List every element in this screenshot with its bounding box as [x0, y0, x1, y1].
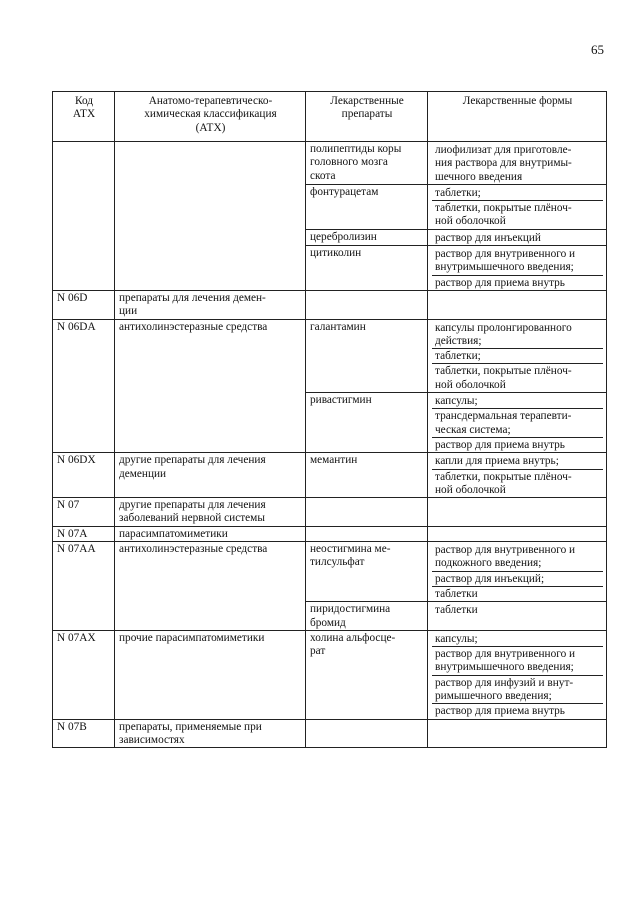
- drug-name-cell: мемантин: [306, 453, 428, 498]
- table-row: [53, 719, 607, 748]
- dosage-form-item: раствор для приема внутрь: [432, 275, 603, 290]
- drug-name-cell: неостигмина ме- тилсульфат: [306, 542, 428, 602]
- classification-cell: антихолинэстеразные средства: [115, 319, 306, 453]
- dosage-forms-cell: [428, 542, 607, 602]
- dosage-forms-cell: [428, 526, 607, 541]
- dosage-forms-list: [432, 394, 603, 452]
- dosage-forms-list: [432, 454, 603, 497]
- header-drugs: Лекарственные препараты: [306, 92, 428, 142]
- dosage-forms-cell: [428, 453, 607, 498]
- atc-code-cell: N 07B: [53, 719, 115, 748]
- classification-cell: прочие парасимпатомиметики: [115, 630, 306, 719]
- classification-cell: препараты для лечения демен- ции: [115, 290, 306, 319]
- dosage-form-item: капсулы;: [435, 395, 478, 408]
- drug-name-cell: цитиколин: [306, 246, 428, 291]
- drug-name-cell: [306, 526, 428, 541]
- drug-name-cell: церебролизин: [306, 229, 428, 245]
- dosage-forms-cell: [428, 498, 607, 527]
- page-number: 65: [591, 42, 604, 57]
- dosage-form-item: раствор для внутривенного и внутримышечного введения;: [432, 646, 603, 675]
- dosage-form-item: раствор для приема внутрь: [432, 703, 603, 718]
- header-classification: Анатомо-терапевтическо- химическая классификация (АТХ): [115, 92, 306, 142]
- dosage-forms-cell: [428, 602, 607, 631]
- table-row: [53, 319, 607, 392]
- table-row: [53, 630, 607, 719]
- dosage-form-item: капсулы пролонгированного действия;: [435, 321, 572, 347]
- dosage-form-item: раствор для приема внутрь: [432, 437, 603, 452]
- dosage-form-item: лиофилизат для приготовле- ния раствора для внутримы- шечного введения: [435, 144, 572, 183]
- dosage-form-item: раствор для внутривенного и подкожного введения;: [435, 544, 576, 570]
- dosage-forms-cell: [428, 630, 607, 719]
- atc-drug-table: [52, 91, 607, 748]
- atc-code-cell: [53, 142, 115, 291]
- dosage-form-item: [432, 499, 603, 500]
- table-row: [53, 526, 607, 541]
- drug-name-cell: галантамин: [306, 319, 428, 392]
- classification-cell: препараты, применяемые при зависимостях: [115, 719, 306, 748]
- table-body: [53, 142, 607, 748]
- dosage-forms-cell: [428, 290, 607, 319]
- dosage-form-item: [432, 528, 603, 529]
- dosage-form-item: капли для приема внутрь;: [435, 455, 559, 468]
- dosage-forms-cell: [428, 719, 607, 748]
- dosage-form-item: [432, 292, 603, 293]
- classification-cell: другие препараты для лечения заболеваний нервной системы: [115, 498, 306, 527]
- dosage-form-item: раствор для инъекций;: [432, 571, 603, 586]
- drug-name-cell: холина альфосце- рат: [306, 630, 428, 719]
- dosage-forms-list: [432, 603, 603, 617]
- atc-code-cell: N 07: [53, 498, 115, 527]
- classification-cell: другие препараты для лечения деменции: [115, 453, 306, 498]
- dosage-form-item: таблетки: [435, 604, 478, 617]
- dosage-forms-cell: [428, 246, 607, 291]
- dosage-form-item: таблетки, покрытые плёноч- ной оболочкой: [432, 200, 603, 229]
- dosage-form-item: таблетки;: [435, 186, 481, 199]
- header-code: Код АТХ: [53, 92, 115, 142]
- dosage-forms-list: [432, 186, 603, 229]
- table-row: [53, 498, 607, 527]
- dosage-forms-list: [432, 247, 603, 290]
- dosage-forms-list: [432, 543, 603, 601]
- dosage-forms-list: [432, 321, 603, 392]
- dosage-forms-list: [432, 632, 603, 719]
- dosage-forms-list: [432, 721, 603, 722]
- table-row: [53, 453, 607, 498]
- atc-code-cell: N 07AX: [53, 630, 115, 719]
- dosage-forms-cell: [428, 229, 607, 245]
- drug-name-cell: [306, 290, 428, 319]
- atc-code-cell: N 06D: [53, 290, 115, 319]
- dosage-form-item: раствор для внутривенного и внутримышечного введения;: [435, 248, 576, 274]
- classification-cell: [115, 142, 306, 291]
- header-forms: Лекарственные формы: [428, 92, 607, 142]
- dosage-forms-cell: [428, 142, 607, 185]
- atc-code-cell: N 07A: [53, 526, 115, 541]
- drug-name-cell: полипептиды коры головного мозга скота: [306, 142, 428, 185]
- dosage-form-item: [432, 721, 603, 722]
- drug-name-cell: фонтурацетам: [306, 184, 428, 229]
- dosage-form-item: таблетки, покрытые плёноч- ной оболочкой: [432, 469, 603, 498]
- drug-name-cell: пиридостигмина бромид: [306, 602, 428, 631]
- atc-code-cell: N 06DA: [53, 319, 115, 453]
- table-row: [53, 290, 607, 319]
- dosage-forms-cell: [428, 319, 607, 392]
- dosage-forms-list: [432, 143, 603, 184]
- dosage-forms-cell: [428, 184, 607, 229]
- table-row: [53, 142, 607, 185]
- dosage-form-item: трансдермальная терапевти- ческая система;: [432, 408, 603, 437]
- table-header-row: [53, 92, 607, 142]
- dosage-form-item: таблетки;: [432, 348, 603, 363]
- dosage-forms-list: [432, 292, 603, 293]
- atc-code-cell: N 06DX: [53, 453, 115, 498]
- dosage-form-item: капсулы;: [435, 632, 478, 645]
- classification-cell: парасимпатомиметики: [115, 526, 306, 541]
- classification-cell: антихолинэстеразные средства: [115, 542, 306, 631]
- dosage-forms-list: [432, 499, 603, 500]
- drug-name-cell: [306, 498, 428, 527]
- table-row: [53, 542, 607, 602]
- dosage-form-item: раствор для инфузий и внут- римышечного введения;: [432, 675, 603, 704]
- dosage-form-item: таблетки, покрытые плёноч- ной оболочкой: [432, 363, 603, 392]
- atc-code-cell: N 07AA: [53, 542, 115, 631]
- drug-name-cell: [306, 719, 428, 748]
- dosage-form-item: раствор для инъекций: [435, 231, 541, 244]
- dosage-forms-list: [432, 528, 603, 529]
- dosage-form-item: таблетки: [432, 586, 603, 601]
- drug-name-cell: ривастигмин: [306, 393, 428, 453]
- dosage-forms-cell: [428, 393, 607, 453]
- dosage-forms-list: [432, 231, 603, 245]
